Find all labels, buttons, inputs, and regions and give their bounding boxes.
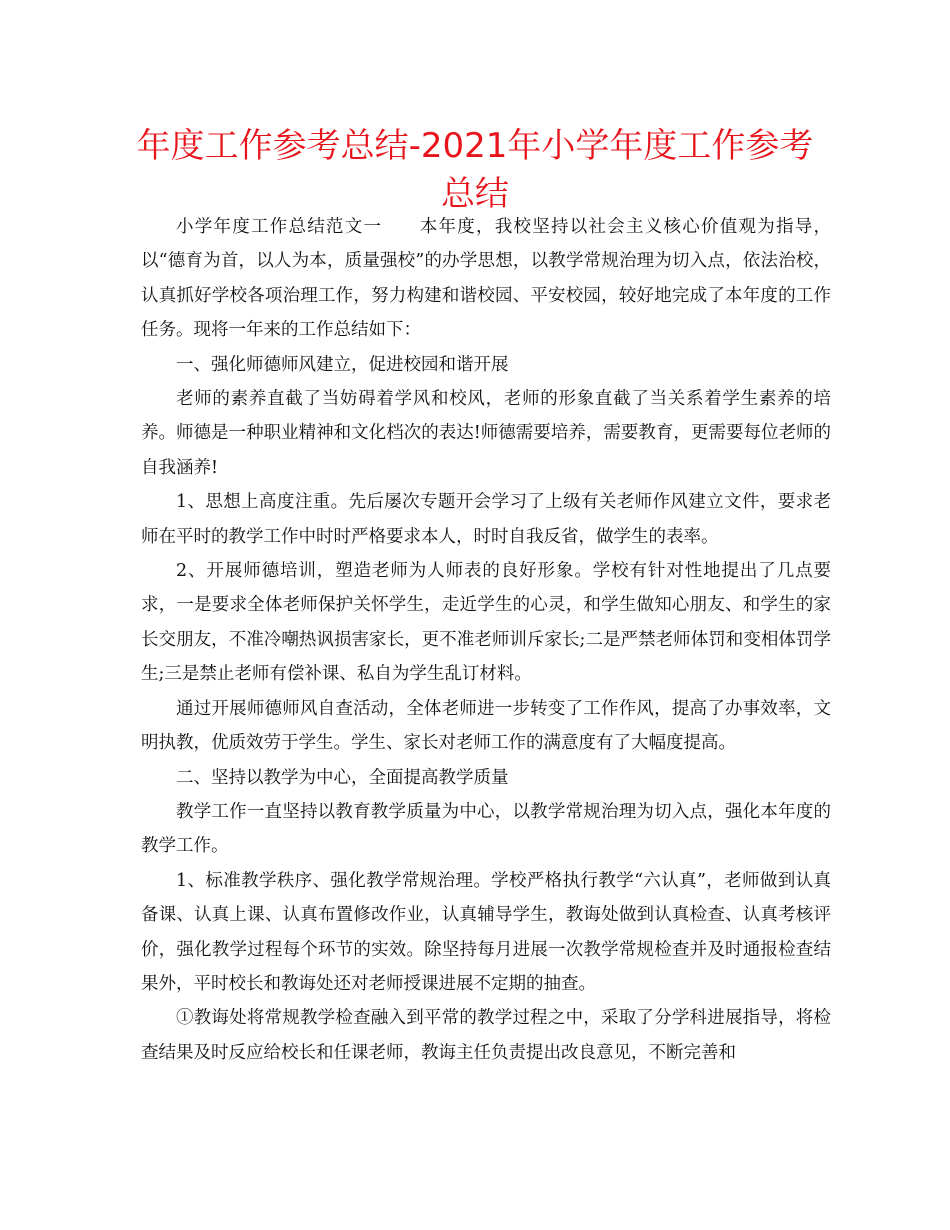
paragraph: 1、标准教学秩序、强化教学常规治理。学校严格执行教学“六认真”，老师做到认真备课、认真上课、认真布置修改作业，认真辅导学生，教诲处做到认真检查、认真考核评价，强化教学过程每个环节的实效。除坚持每月进展一次教学常规检查并及时通报检查结果外，平时校长和教诲处还对老师授课进展不定期的抽查。 bbox=[141, 870, 831, 994]
paragraph: 1、思想上高度注重。先后屡次专题开会学习了上级有关老师作风建立文件，要求老师在平时的教学工作中时时严格要求本人，时时自我反省，做学生的表率。 bbox=[141, 492, 831, 547]
section-heading: 一、强化师德师风建立，促进校园和谐开展 bbox=[176, 354, 509, 375]
paragraph: 老师的素养直截了当妨碍着学风和校风，老师的形象直截了当关系着学生素养的培养。师德是一种职业精神和文化档次的表达!师德需要培养，需要教育，更需要每位老师的自我涵养! bbox=[141, 389, 831, 478]
section-heading: 二、坚持以教学为中心，全面提高教学质量 bbox=[176, 767, 509, 788]
document-body bbox=[141, 210, 831, 1070]
paragraph: 教学工作一直坚持以教育教学质量为中心，以教学常规治理为切入点，强化本年度的教学工作。 bbox=[141, 801, 831, 857]
paragraph: 小学年度工作总结范文一 本年度，我校坚持以社会主义核心价值观为指导，以“德育为首，以人为本，质量强校”的办学思想，以教学常规治理为切入点，依法治校，认真抓好学校各项治理工作，努力构建和谐校园、平安校园，较好地完成了本年度的工作任务。现将一年来的工作总结如下： bbox=[141, 217, 831, 341]
document-title: 年度工作参考总结-2021年小学年度工作参考总结 bbox=[136, 126, 814, 214]
paragraph: 通过开展师德师风自查活动，全体老师进一步转变了工作作风，提高了办事效率，文明执教，优质效劳于学生。学生、家长对老师工作的满意度有了大幅度提高。 bbox=[141, 698, 831, 754]
paragraph: ①教诲处将常规教学检查融入到平常的教学过程之中，采取了分学科进展指导，将检查结果及时反应给校长和任课老师，教诲主任负责提出改良意见，不断完善和 bbox=[141, 1008, 831, 1063]
paragraph: 2、开展师德培训，塑造老师为人师表的良好形象。学校有针对性地提出了几点要求，一是要求全体老师保护关怀学生，走近学生的心灵，和学生做知心朋友、和学生的家长交朋友，不准冷嘲热讽损害家长，更不准老师训斥家长;二是严禁老师体罚和变相体罚学生;三是禁止老师有偿补课、私自为学生乱订材料。 bbox=[141, 561, 831, 685]
